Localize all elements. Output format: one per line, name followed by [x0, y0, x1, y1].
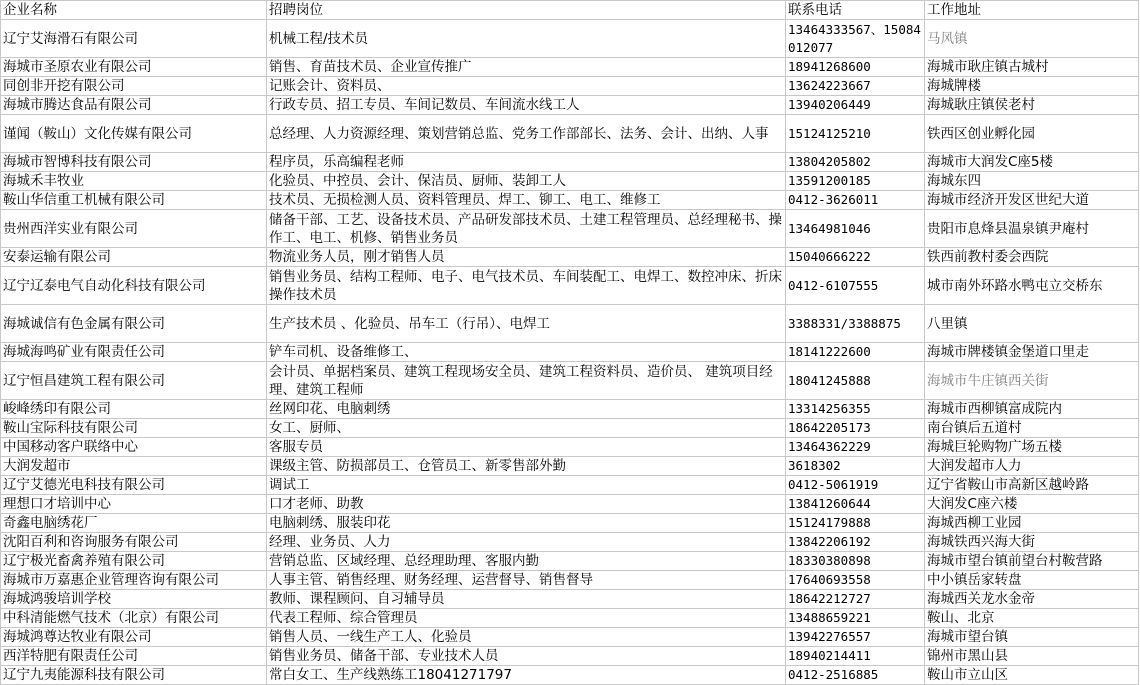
- company-cell: 辽宁九夷能源科技有限公司: [1, 666, 267, 685]
- table-row: [1, 476, 1139, 495]
- header-address: 工作地址: [925, 1, 1139, 20]
- company-cell: 谨闻（鞍山）文化传媒有限公司: [1, 115, 267, 153]
- header-positions: 招聘岗位: [267, 1, 786, 20]
- address-cell: 海城市经济开发区世纪大道: [925, 191, 1139, 210]
- address-cell: 海城西柳工业园: [925, 514, 1139, 533]
- table-body: [1, 20, 1139, 685]
- phone-cell: 0412-6107555: [786, 267, 925, 305]
- company-cell: 辽宁艾海滑石有限公司: [1, 20, 267, 58]
- phone-cell: 13804205802: [786, 153, 925, 172]
- phone-cell: 13464362229: [786, 438, 925, 457]
- phone-cell: 18642212727: [786, 590, 925, 609]
- company-cell: 辽宁辽泰电气自动化科技有限公司: [1, 267, 267, 305]
- company-cell: 辽宁恒昌建筑工程有限公司: [1, 362, 267, 400]
- address-cell: 海城市望台镇前望台村鞍营路: [925, 552, 1139, 571]
- phone-cell: 0412-5061919: [786, 476, 925, 495]
- positions-cell: 销售、育苗技术员、企业宣传推广: [267, 58, 786, 77]
- table-row: [1, 647, 1139, 666]
- company-cell: 大润发超市: [1, 457, 267, 476]
- phone-cell: 3618302: [786, 457, 925, 476]
- phone-cell: 3388331/3388875: [786, 305, 925, 343]
- positions-cell: 营销总监、区域经理、总经理助理、客服内勤: [267, 552, 786, 571]
- table-row: [1, 514, 1139, 533]
- address-cell: 海城市耿庄镇古城村: [925, 58, 1139, 77]
- company-cell: 中科清能燃气技术（北京）有限公司: [1, 609, 267, 628]
- address-cell: 海城市望台镇: [925, 628, 1139, 647]
- phone-cell: 18330380898: [786, 552, 925, 571]
- positions-cell: 口才老师、助教: [267, 495, 786, 514]
- phone-cell: 13841260644: [786, 495, 925, 514]
- company-cell: 沈阳百利和咨询服务有限公司: [1, 533, 267, 552]
- address-cell: 海城市大润发C座5楼: [925, 153, 1139, 172]
- positions-cell: 生产技术员 、化验员、吊车工（行吊）、电焊工: [267, 305, 786, 343]
- phone-cell: 15040666222: [786, 248, 925, 267]
- table-row: [1, 609, 1139, 628]
- positions-cell: 技术员、无损检测人员、资料管理员、焊工、铆工、电工、维修工: [267, 191, 786, 210]
- table-row: [1, 77, 1139, 96]
- address-cell: 中小镇岳家转盘: [925, 571, 1139, 590]
- table-row: [1, 96, 1139, 115]
- company-cell: 鞍山宝际科技有限公司: [1, 419, 267, 438]
- phone-cell: 13942276557: [786, 628, 925, 647]
- positions-cell: 课级主管、防损部员工、仓管员工、新零售部外勤: [267, 457, 786, 476]
- company-cell: 中国移动客户联络中心: [1, 438, 267, 457]
- address-cell: 铁西区创业孵化园: [925, 115, 1139, 153]
- address-cell: 鞍山市立山区: [925, 666, 1139, 685]
- phone-cell: 17640693558: [786, 571, 925, 590]
- address-cell: 大润发C座六楼: [925, 495, 1139, 514]
- address-cell: 贵阳市息烽县温泉镇尹庵村: [925, 210, 1139, 248]
- phone-cell: 13464333567、15084012077: [786, 20, 925, 58]
- table-row: [1, 191, 1139, 210]
- phone-cell: 13624223667: [786, 77, 925, 96]
- address-cell: 海城巨轮购物广场五楼: [925, 438, 1139, 457]
- table-row: [1, 305, 1139, 343]
- phone-cell: 18141222600: [786, 343, 925, 362]
- table-row: [1, 248, 1139, 267]
- phone-cell: 0412-2516885: [786, 666, 925, 685]
- positions-cell: 铲车司机、设备维修工、: [267, 343, 786, 362]
- table-row: [1, 210, 1139, 248]
- positions-cell: 机械工程/技术员: [267, 20, 786, 58]
- positions-cell: 客服专员: [267, 438, 786, 457]
- table-row: [1, 438, 1139, 457]
- company-cell: 海城市圣原农业有限公司: [1, 58, 267, 77]
- positions-cell: 销售业务员、储备干部、专业技术人员: [267, 647, 786, 666]
- address-cell: 海城西关龙水金帝: [925, 590, 1139, 609]
- company-cell: 海城诚信有色金属有限公司: [1, 305, 267, 343]
- address-cell: 八里镇: [925, 305, 1139, 343]
- company-cell: 辽宁艾德光电科技有限公司: [1, 476, 267, 495]
- address-cell: 辽宁省鞍山市高新区越岭路: [925, 476, 1139, 495]
- address-cell: 锦州市黑山县: [925, 647, 1139, 666]
- positions-cell: 行政专员、招工专员、车间记数员、车间流水线工人: [267, 96, 786, 115]
- phone-cell: 13591200185: [786, 172, 925, 191]
- address-cell: 铁西前教村委会西院: [925, 248, 1139, 267]
- company-cell: 鞍山华信重工机械有限公司: [1, 191, 267, 210]
- positions-cell: 丝网印花、电脑刺绣: [267, 400, 786, 419]
- address-cell: 海城市西柳镇富成院内: [925, 400, 1139, 419]
- positions-cell: 物流业务人员，刚才销售人员: [267, 248, 786, 267]
- company-cell: 海城鸿骏培训学校: [1, 590, 267, 609]
- table-row: [1, 495, 1139, 514]
- positions-cell: 代表工程师、综合管理员: [267, 609, 786, 628]
- positions-cell: 会计员、单据档案员、建筑工程现场安全员、建筑工程资料员、造价员、 建筑项目经理、建筑工程师: [267, 362, 786, 400]
- positions-cell: 化验员、中控员、会计、保洁员、厨师、装卸工人: [267, 172, 786, 191]
- company-cell: 安泰运输有限公司: [1, 248, 267, 267]
- phone-cell: 13314256355: [786, 400, 925, 419]
- positions-cell: 教师、课程顾问、自习辅导员: [267, 590, 786, 609]
- address-cell: 大润发超市人力: [925, 457, 1139, 476]
- address-cell: 海城耿庄镇侯老村: [925, 96, 1139, 115]
- address-cell: 南台镇后五道村: [925, 419, 1139, 438]
- table-header-row: [1, 1, 1139, 20]
- phone-cell: 18041245888: [786, 362, 925, 400]
- address-cell: 城市南外环路水鸭屯立交桥东: [925, 267, 1139, 305]
- address-cell: 海城铁西兴海大街: [925, 533, 1139, 552]
- phone-cell: 13488659221: [786, 609, 925, 628]
- positions-cell: 经理、业务员、人力: [267, 533, 786, 552]
- phone-cell: 18941268600: [786, 58, 925, 77]
- positions-cell: 常白女工、生产线熟练工18041271797: [267, 666, 786, 685]
- company-cell: 西洋特肥有限责任公司: [1, 647, 267, 666]
- phone-cell: 13842206192: [786, 533, 925, 552]
- address-cell: 海城市牌楼镇金堡道口里走: [925, 343, 1139, 362]
- positions-cell: 总经理、人力资源经理、策划营销总监、党务工作部部长、法务、会计、出纳、人事: [267, 115, 786, 153]
- company-cell: 奇鑫电脑绣花厂: [1, 514, 267, 533]
- table-row: [1, 172, 1139, 191]
- phone-cell: 13464981046: [786, 210, 925, 248]
- address-cell: 海城牌楼: [925, 77, 1139, 96]
- table-row: [1, 457, 1139, 476]
- positions-cell: 调试工: [267, 476, 786, 495]
- phone-cell: 15124125210: [786, 115, 925, 153]
- table-row: [1, 628, 1139, 647]
- address-cell: 海城市牛庄镇西关街: [925, 362, 1139, 400]
- table-row: [1, 153, 1139, 172]
- company-cell: 海城鸿尊达牧业有限公司: [1, 628, 267, 647]
- phone-cell: 18940214411: [786, 647, 925, 666]
- table-row: [1, 267, 1139, 305]
- table-row: [1, 115, 1139, 153]
- company-cell: 海城海鸣矿业有限责任公司: [1, 343, 267, 362]
- positions-cell: 电脑刺绣、服装印花: [267, 514, 786, 533]
- phone-cell: 18642205173: [786, 419, 925, 438]
- company-cell: 海城市万嘉惠企业管理咨询有限公司: [1, 571, 267, 590]
- address-cell: 马风镇: [925, 20, 1139, 58]
- positions-cell: 人事主管、销售经理、财务经理、运营督导、销售督导: [267, 571, 786, 590]
- positions-cell: 储备干部、工艺、设备技术员、产品研发部技术员、土建工程管理员、总经理秘书、操作工、电工、机修、销售业务员: [267, 210, 786, 248]
- table-row: [1, 533, 1139, 552]
- table-row: [1, 362, 1139, 400]
- phone-cell: 15124179888: [786, 514, 925, 533]
- table-row: [1, 552, 1139, 571]
- positions-cell: 程序员，乐高编程老师: [267, 153, 786, 172]
- company-cell: 峻峰绣印有限公司: [1, 400, 267, 419]
- positions-cell: 销售业务员、结构工程师、电子、电气技术员、车间装配工、电焊工、数控冲床、折床操作技术员: [267, 267, 786, 305]
- table-row: [1, 400, 1139, 419]
- header-company: 企业名称: [1, 1, 267, 20]
- address-cell: 鞍山、北京: [925, 609, 1139, 628]
- table-row: [1, 666, 1139, 685]
- positions-cell: 记账会计、资料员、: [267, 77, 786, 96]
- phone-cell: 13940206449: [786, 96, 925, 115]
- table-row: [1, 58, 1139, 77]
- company-cell: 海城禾丰牧业: [1, 172, 267, 191]
- address-cell: 海城东四: [925, 172, 1139, 191]
- table-row: [1, 571, 1139, 590]
- positions-cell: 女工、厨师、: [267, 419, 786, 438]
- company-cell: 贵州西洋实业有限公司: [1, 210, 267, 248]
- company-cell: 理想口才培训中心: [1, 495, 267, 514]
- positions-cell: 销售人员、一线生产工人、化验员: [267, 628, 786, 647]
- company-cell: 海城市智博科技有限公司: [1, 153, 267, 172]
- table-row: [1, 419, 1139, 438]
- phone-cell: 0412-3626011: [786, 191, 925, 210]
- company-cell: 辽宁极光畜禽养殖有限公司: [1, 552, 267, 571]
- company-cell: 同创非开挖有限公司: [1, 77, 267, 96]
- header-phone: 联系电话: [786, 1, 925, 20]
- table-row: [1, 20, 1139, 58]
- company-cell: 海城市腾达食品有限公司: [1, 96, 267, 115]
- table-row: [1, 590, 1139, 609]
- table-row: [1, 343, 1139, 362]
